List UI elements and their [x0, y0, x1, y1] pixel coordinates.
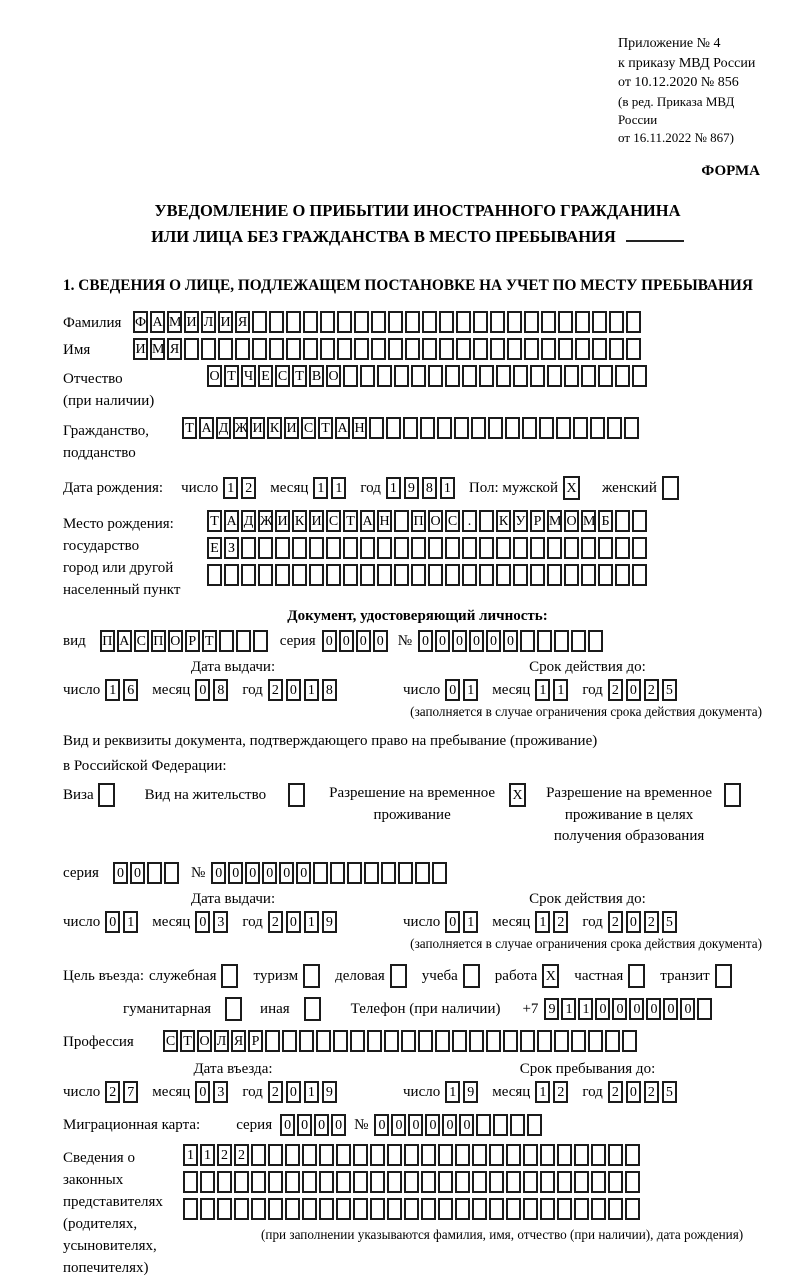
permit-valid-year-boxes[interactable]: 2 0 2 5	[608, 911, 680, 933]
permit-valid-line	[403, 911, 772, 933]
purpose-study-checkbox[interactable]	[463, 964, 482, 988]
doc-issue-line	[63, 679, 403, 701]
sex-male-checkbox[interactable]: X	[563, 476, 583, 500]
stay-day-boxes[interactable]: 1 9	[445, 1081, 481, 1103]
doc-number-label: №	[397, 632, 412, 649]
permit-issue-day-boxes[interactable]: 0 1	[105, 911, 141, 933]
sex-male-label: Пол: мужской	[468, 479, 559, 496]
doc-valid-day-boxes[interactable]: 0 1	[445, 679, 481, 701]
residence-permit-label: Вид на жительство	[144, 786, 267, 803]
visa-checkbox[interactable]	[98, 783, 117, 807]
form-title	[63, 198, 772, 249]
patronymic-sublabel: (при наличии)	[63, 393, 155, 410]
form-title-line2-wrap	[63, 224, 772, 250]
patronymic-boxes[interactable]: О Т Ч Е С Т В О	[207, 365, 649, 387]
month-label: месяц	[492, 681, 531, 698]
legal-reps-label-line: усыновителях,	[63, 1238, 157, 1255]
citizenship-sublabel: подданство	[63, 445, 136, 462]
year-label: год	[242, 913, 263, 930]
month-label: месяц	[152, 1083, 191, 1100]
doc-issue-year-boxes[interactable]: 2 0 1 8	[268, 679, 340, 701]
migration-card-label: Миграционная карта:	[63, 1116, 201, 1133]
identity-doc-heading: Документ, удостоверяющий личность:	[287, 608, 548, 625]
temp-permit-label	[329, 783, 495, 827]
phone-prefix: +7	[522, 1000, 539, 1017]
citizenship-boxes[interactable]: Т А Д Ж И К И С Т А Н	[182, 417, 641, 439]
edu-permit-label-line1: Разрешение на временное	[546, 784, 713, 801]
purpose-option-label: деловая	[335, 967, 385, 984]
doc-issue-col	[63, 659, 403, 701]
given-name-label: Имя	[63, 342, 91, 359]
day-label: число	[63, 1083, 101, 1100]
patronymic-row	[63, 365, 772, 412]
month-label: месяц	[492, 1083, 531, 1100]
migration-series-boxes[interactable]: 0 0 0 0	[280, 1114, 348, 1136]
entry-date-caption: Дата въезда:	[193, 1061, 273, 1078]
profession-boxes[interactable]: С Т О Л Я Р	[163, 1030, 639, 1052]
edu-permit-label	[546, 783, 712, 848]
purpose-option-label: туризм	[253, 967, 299, 984]
doc-valid-month-boxes[interactable]: 1 1	[535, 679, 571, 701]
temp-permit-label-line1: Разрешение на временное	[329, 784, 496, 801]
title-blank-line	[626, 228, 684, 242]
legal-reps-row1-boxes[interactable]: 1 1 2 2	[183, 1144, 743, 1166]
legal-reps-label-line: попечителях)	[63, 1260, 149, 1277]
identity-doc-dates	[63, 659, 772, 701]
permit-valid-day-boxes[interactable]: 0 1	[445, 911, 481, 933]
citizenship-row	[63, 417, 772, 464]
birth-place-row2-boxes[interactable]: Е З	[207, 537, 649, 559]
birth-place-row3-boxes[interactable]	[207, 564, 649, 586]
appendix-line: Приложение № 4	[618, 36, 721, 51]
year-label: год	[360, 479, 381, 496]
doc-validity-note: (заполняется в случае ограничения срока действия документа)	[410, 704, 762, 720]
birth-month-boxes[interactable]: 1 1	[313, 477, 349, 499]
permit-series-boxes[interactable]: 0 0	[113, 862, 181, 884]
residence-doc-intro	[63, 729, 772, 779]
citizenship-label: Гражданство,	[63, 423, 150, 440]
permit-type-row	[63, 783, 772, 848]
purpose-official-checkbox[interactable]	[221, 964, 240, 988]
patronymic-label: Отчество	[63, 371, 123, 388]
surname-boxes[interactable]: Ф А М И Л И Я	[133, 311, 643, 333]
given-name-row	[63, 338, 772, 360]
entry-year-boxes[interactable]: 2 0 1 9	[268, 1081, 340, 1103]
phone-label: Телефон (при наличии)	[350, 1000, 501, 1017]
doc-kind-label: вид	[63, 632, 86, 649]
residence-permit-checkbox[interactable]	[288, 783, 307, 807]
legal-reps-label-line: представителях	[63, 1194, 163, 1211]
permit-validity-note: (заполняется в случае ограничения срока действия документа)	[410, 936, 762, 952]
residence-permit-item	[145, 783, 307, 807]
birth-day-boxes[interactable]: 1 2	[223, 477, 259, 499]
day-label: число	[403, 1083, 441, 1100]
permit-series-row	[63, 862, 772, 884]
stay-until-line	[403, 1081, 772, 1103]
temp-permit-checkbox[interactable]: X	[509, 783, 528, 807]
doc-series-boxes[interactable]: 0 0 0 0	[322, 630, 390, 652]
purpose-row	[63, 964, 772, 988]
birth-place-row1-boxes[interactable]: Т А Д Ж И К И С Т А Н П О С . К У Р М О М Б	[207, 510, 649, 532]
temp-permit-item	[329, 783, 528, 827]
legal-reps-box-col	[183, 1144, 743, 1243]
birth-place-label-city2: населенный пункт	[63, 582, 181, 599]
doc-number-boxes[interactable]: 0 0 0 0 0 0	[418, 630, 605, 652]
doc-valid-year-boxes[interactable]: 2 0 2 5	[608, 679, 680, 701]
doc-kind-boxes[interactable]: П А С П О Р Т	[100, 630, 270, 652]
doc-series-label: серия	[279, 632, 316, 649]
given-name-boxes[interactable]: И М Я	[133, 338, 643, 360]
purpose-option-label: учеба	[421, 967, 458, 984]
purpose-option-label: иная	[260, 1000, 290, 1017]
birth-place-label-city1: город или другой	[63, 560, 174, 577]
purpose-option-label: гуманитарная	[123, 1000, 212, 1017]
entry-month-boxes[interactable]: 0 3	[195, 1081, 231, 1103]
permit-number-label: №	[190, 864, 206, 881]
permit-valid-caption: Срок действия до:	[529, 891, 646, 908]
citizenship-label-col	[63, 417, 182, 464]
doc-issue-day-boxes[interactable]: 1 6	[105, 679, 141, 701]
permit-valid-col	[403, 891, 772, 933]
surname-label: Фамилия	[63, 315, 122, 332]
sex-female-checkbox[interactable]	[662, 476, 682, 500]
migration-number-boxes[interactable]: 0 0 0 0 0 0	[374, 1114, 544, 1136]
year-label: год	[582, 913, 603, 930]
legal-reps-row2-boxes[interactable]	[183, 1171, 743, 1193]
visa-label: Виза	[63, 786, 94, 803]
month-label: месяц	[152, 913, 191, 930]
birth-date-label: Дата рождения:	[63, 479, 164, 496]
purpose-private-checkbox[interactable]	[628, 964, 647, 988]
permit-dates	[63, 891, 772, 933]
doc-valid-caption: Срок действия до:	[529, 659, 646, 676]
birth-place-label-state: государство	[63, 538, 140, 555]
residence-intro-line2: в Российской Федерации:	[63, 758, 227, 775]
edu-permit-checkbox[interactable]	[724, 783, 743, 807]
birth-place-box-col	[207, 510, 649, 591]
legal-reps-label-line: (родителях,	[63, 1216, 138, 1233]
day-label: число	[63, 913, 101, 930]
purpose-label: Цель въезда:	[63, 967, 144, 984]
permit-number-boxes[interactable]: 0 0 0 0 0 0	[211, 862, 449, 884]
month-label: месяц	[270, 479, 309, 496]
edu-permit-item	[546, 783, 743, 848]
patronymic-label-col	[63, 365, 207, 412]
edu-permit-label-line2: проживание в целях	[564, 806, 694, 823]
form-word-label: ФОРМА	[701, 163, 760, 180]
appendix-block	[618, 34, 772, 147]
purpose-other-checkbox[interactable]	[304, 997, 323, 1021]
purpose-tourism-checkbox[interactable]	[303, 964, 322, 988]
birth-place-row	[63, 510, 772, 601]
year-label: год	[242, 1083, 263, 1100]
day-label: число	[181, 479, 219, 496]
stay-year-boxes[interactable]: 2 0 2 5	[608, 1081, 680, 1103]
profession-label: Профессия	[63, 1034, 134, 1051]
amendment-line: (в ред. Приказа МВД России	[618, 93, 735, 127]
permit-valid-month-boxes[interactable]: 1 2	[535, 911, 571, 933]
phone-boxes[interactable]: 9 1 1 0 0 0 0 0 0	[544, 998, 714, 1020]
purpose-work-checkbox[interactable]: X	[542, 964, 561, 988]
stay-until-col	[403, 1061, 772, 1103]
section1-heading: 1. СВЕДЕНИЯ О ЛИЦЕ, ПОДЛЕЖАЩЕМ ПОСТАНОВКЕ НА УЧЕТ ПО МЕСТУ ПРЕБЫВАНИЯ	[63, 277, 753, 295]
entry-day-boxes[interactable]: 2 7	[105, 1081, 141, 1103]
purpose-option-label: частная	[574, 967, 624, 984]
month-label: месяц	[152, 681, 191, 698]
stay-month-boxes[interactable]: 1 2	[535, 1081, 571, 1103]
permit-series-label: серия	[63, 864, 99, 881]
form-title-line1: УВЕДОМЛЕНИЕ О ПРИБЫТИИ ИНОСТРАННОГО ГРАЖДАНИНА	[154, 201, 681, 221]
day-label: число	[403, 913, 441, 930]
permit-issue-caption: Дата выдачи:	[190, 891, 276, 908]
birth-date-row	[63, 476, 772, 500]
entry-date-line	[63, 1081, 403, 1103]
legal-reps-label-line: Сведения о	[63, 1150, 135, 1167]
purpose-business-checkbox[interactable]	[390, 964, 409, 988]
purpose-option-label: работа	[494, 967, 538, 984]
migration-card-row	[63, 1114, 772, 1136]
permit-issue-col	[63, 891, 403, 933]
edu-permit-label-line3: получения образования	[553, 828, 705, 845]
visa-item	[63, 783, 117, 807]
doc-valid-col	[403, 659, 772, 701]
purpose-option-label: служебная	[148, 967, 217, 984]
permit-issue-month-boxes[interactable]: 0 3	[195, 911, 231, 933]
purpose-humanitarian-checkbox[interactable]	[225, 997, 244, 1021]
birth-year-boxes[interactable]: 1 9 8 1	[386, 477, 458, 499]
legal-reps-row	[63, 1144, 772, 1279]
legal-reps-label-line: законных	[63, 1172, 124, 1189]
purpose-option-label: транзит	[660, 967, 710, 984]
temp-permit-label-line2: проживание	[373, 806, 451, 823]
stay-until-caption: Срок пребывания до:	[519, 1061, 656, 1078]
birth-place-label-col	[63, 510, 207, 601]
day-label: число	[63, 681, 101, 698]
doc-valid-line	[403, 679, 772, 701]
permit-issue-year-boxes[interactable]: 2 0 1 9	[268, 911, 340, 933]
legal-reps-label-col	[63, 1144, 183, 1279]
birth-place-label: Место рождения:	[63, 516, 174, 533]
entry-date-col	[63, 1061, 403, 1103]
surname-row	[63, 311, 772, 333]
entry-stay-dates	[63, 1061, 772, 1103]
year-label: год	[582, 1083, 603, 1100]
appendix-line: к приказу МВД России	[618, 55, 756, 71]
migration-number-label: №	[354, 1116, 369, 1133]
sex-female-label: женский	[602, 479, 657, 496]
year-label: год	[242, 681, 263, 698]
amendment-line: от 16.11.2022 № 867)	[618, 130, 735, 146]
doc-issue-caption: Дата выдачи:	[190, 659, 276, 676]
permit-issue-line	[63, 911, 403, 933]
legal-reps-row3-boxes[interactable]	[183, 1198, 743, 1220]
purpose-transit-checkbox[interactable]	[715, 964, 734, 988]
month-label: месяц	[492, 913, 531, 930]
form-title-line2: ИЛИ ЛИЦА БЕЗ ГРАЖДАНСТВА В МЕСТО ПРЕБЫВАНИЯ	[151, 226, 616, 246]
phone-row	[63, 997, 772, 1021]
appendix-line: от 10.12.2020 № 856	[618, 75, 739, 91]
identity-doc-row	[63, 630, 772, 652]
profession-row	[63, 1030, 772, 1052]
day-label: число	[403, 681, 441, 698]
legal-reps-footnote: (при заполнении указываются фамилия, имя, отчество (при наличии), дата рождения)	[261, 1227, 744, 1243]
year-label: год	[582, 681, 603, 698]
doc-issue-month-boxes[interactable]: 0 8	[195, 679, 231, 701]
residence-intro-line1: Вид и реквизиты документа, подтверждающего право на пребывание (проживание)	[63, 733, 598, 750]
migration-series-label: серия	[236, 1116, 273, 1133]
